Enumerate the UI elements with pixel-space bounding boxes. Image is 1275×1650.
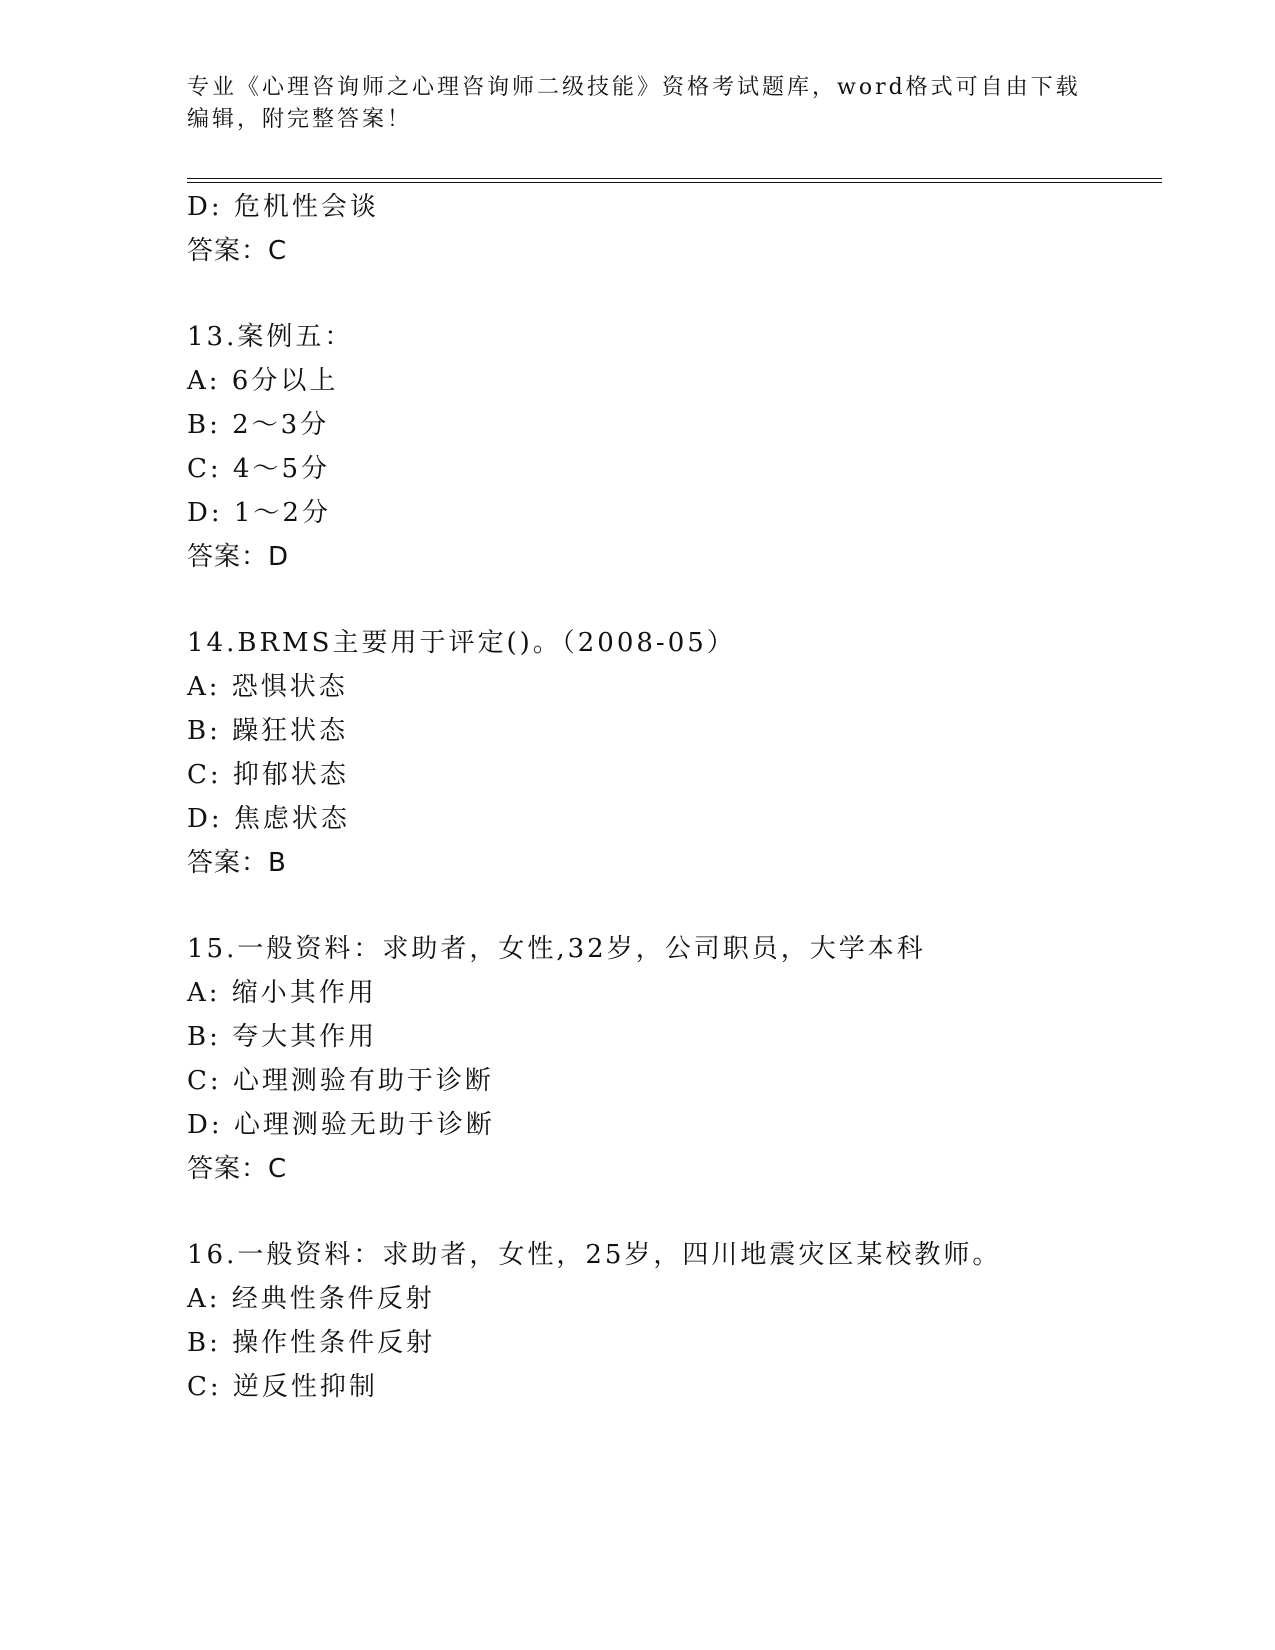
q15-option-b: B: 夸大其作用 — [187, 1022, 378, 1052]
q16-option-a: A: 经典性条件反射 — [187, 1284, 435, 1314]
header-divider — [187, 178, 1162, 183]
q14-option-a: A: 恐惧状态 — [187, 672, 348, 702]
q14-option-d: D: 焦虑状态 — [187, 804, 350, 834]
q13-answer: 答案：D — [187, 542, 290, 572]
q16-title: 16.一般资料：求助者，女性，25岁，四川地震灾区某校教师。 — [187, 1240, 1002, 1270]
q13-title: 13.案例五： — [187, 322, 354, 352]
q13-option-c: C: 4～5分 — [187, 454, 331, 484]
q12-option-d: D: 危机性会谈 — [187, 192, 379, 222]
q13-option-d: D: 1～2分 — [187, 498, 331, 528]
q15-answer: 答案：C — [187, 1154, 288, 1184]
q14-option-b: B: 躁狂状态 — [187, 716, 349, 746]
header-line-2: 编辑，附完整答案！ — [187, 107, 413, 132]
q15-title: 15.一般资料：求助者，女性,32岁，公司职员，大学本科 — [187, 934, 926, 964]
q15-option-c: C: 心理测验有助于诊断 — [187, 1066, 494, 1096]
q12-answer: 答案：C — [187, 236, 288, 266]
q15-option-a: A: 缩小其作用 — [187, 978, 377, 1008]
q13-option-a: A: 6分以上 — [187, 366, 339, 396]
document-header — [187, 72, 1087, 136]
q14-title: 14.BRMS主要用于评定()。（2008-05） — [187, 628, 736, 658]
q16-option-b: B: 操作性条件反射 — [187, 1328, 436, 1358]
q16-option-c: C: 逆反性抑制 — [187, 1372, 378, 1402]
q14-option-c: C: 抑郁状态 — [187, 760, 349, 790]
header-line-1: 专业《心理咨询师之心理咨询师二级技能》资格考试题库，word格式可自由下载 — [187, 75, 1081, 100]
q14-answer: 答案：B — [187, 848, 287, 878]
q13-option-b: B: 2～3分 — [187, 410, 330, 440]
q15-option-d: D: 心理测验无助于诊断 — [187, 1110, 495, 1140]
